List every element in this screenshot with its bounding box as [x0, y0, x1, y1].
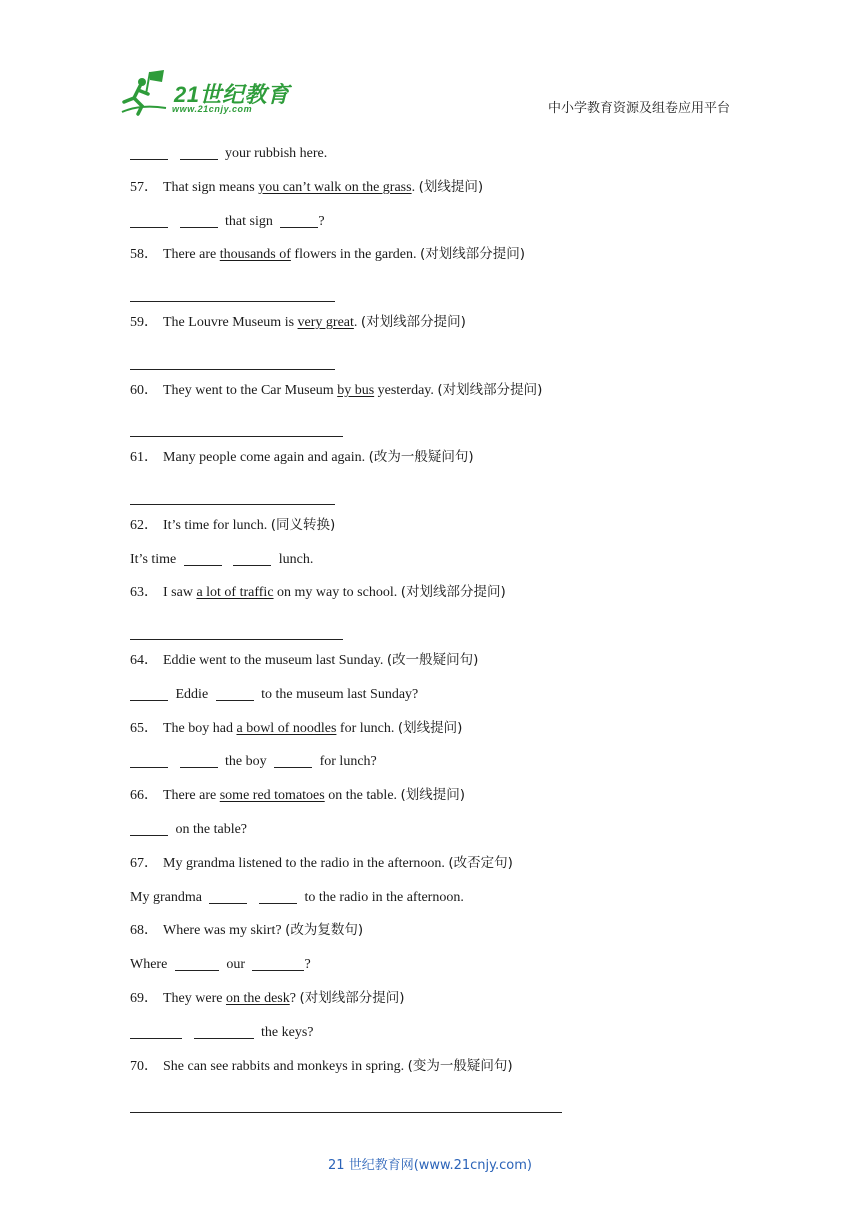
- underlined-phrase: thousands of: [219, 247, 291, 263]
- instruction-hint: (对划线部分提问): [400, 584, 506, 601]
- answer-line-58: [130, 272, 730, 306]
- answer-blank[interactable]: [184, 551, 222, 566]
- answer-line-67: [130, 881, 730, 915]
- answer-text: to the radio in the afternoon.: [304, 889, 464, 905]
- answer-text: Where: [130, 957, 168, 973]
- instruction-hint: (改为复数句): [285, 922, 364, 939]
- question-text: on the table.: [324, 788, 401, 804]
- question-text: Eddie went to the museum last Sunday.: [163, 652, 387, 668]
- answer-text: our: [226, 957, 245, 973]
- answer-blank[interactable]: [209, 889, 247, 904]
- question-text: It’s time for lunch.: [163, 517, 271, 533]
- answer-line-57: [130, 205, 730, 239]
- question-number: 60．: [130, 382, 158, 398]
- underlined-phrase: by bus: [337, 382, 375, 398]
- answer-blank[interactable]: [216, 686, 254, 701]
- question-59: [130, 306, 730, 340]
- instruction-hint: (对划线部分提问): [299, 989, 405, 1006]
- question-text: I saw: [163, 585, 197, 601]
- answer-blank[interactable]: [130, 686, 168, 701]
- question-number: 69．: [130, 990, 158, 1006]
- question-text: .: [353, 314, 361, 330]
- answer-text: It’s time: [130, 551, 177, 567]
- answer-rule[interactable]: [130, 639, 343, 640]
- answer-line-65: [130, 745, 730, 779]
- answer-line-66: [130, 813, 730, 847]
- answer-text: your rubbish here.: [225, 146, 328, 161]
- runner-flag-logo-icon: [120, 68, 176, 116]
- answer-rule[interactable]: [130, 504, 335, 505]
- question-70: [130, 1050, 730, 1084]
- answer-line-59: [130, 340, 730, 374]
- answer-rule[interactable]: [130, 301, 335, 302]
- question-67: [130, 847, 730, 881]
- question-57: [130, 171, 730, 205]
- answer-line-70: [130, 1083, 730, 1117]
- question-text: yesterday.: [374, 382, 438, 398]
- instruction-hint: (划线提问): [418, 178, 484, 195]
- question-text: She can see rabbits and monkeys in spring.: [163, 1058, 408, 1074]
- question-text: Many people come again and again.: [163, 450, 369, 466]
- answer-line-64: [130, 678, 730, 712]
- question-text: The Louvre Museum is: [163, 314, 298, 330]
- question-text: That sign means: [163, 179, 259, 195]
- answer-blank[interactable]: [252, 956, 304, 971]
- instruction-hint: (同义转换): [270, 516, 336, 533]
- answer-text: that sign: [225, 213, 273, 229]
- answer-blank[interactable]: [180, 213, 218, 228]
- answer-line-62: [130, 543, 730, 577]
- question-text: They went to the Car Museum: [163, 382, 338, 398]
- question-number: 62．: [130, 517, 158, 533]
- question-number: 58．: [130, 247, 158, 263]
- logo-title: 21世纪教育: [174, 82, 290, 107]
- question-text: flowers in the garden.: [290, 247, 420, 263]
- answer-blank[interactable]: [130, 753, 168, 768]
- answer-text: ?: [304, 957, 311, 973]
- answer-blank[interactable]: [130, 145, 168, 160]
- answer-blank[interactable]: [175, 956, 219, 971]
- question-61: [130, 441, 730, 475]
- question-text: My grandma listened to the radio in the afternoon.: [163, 855, 449, 871]
- answer-blank[interactable]: [259, 889, 297, 904]
- answer-text: ?: [318, 213, 325, 229]
- platform-title: 中小学教育资源及组卷应用平台: [547, 101, 730, 116]
- answer-text: on the table?: [175, 821, 248, 837]
- underlined-phrase: you can’t walk on the grass: [258, 179, 412, 195]
- question-text: ?: [289, 990, 300, 1006]
- answer-blank[interactable]: [274, 753, 312, 768]
- instruction-hint: (变为一般疑问句): [407, 1057, 513, 1074]
- question-text: on my way to school.: [273, 585, 401, 601]
- question-text: Where was my skirt?: [163, 923, 286, 939]
- question-69: [130, 982, 730, 1016]
- answer-text: lunch.: [278, 551, 314, 567]
- answer-blank[interactable]: [233, 551, 271, 566]
- question-text: The boy had: [163, 720, 237, 736]
- answer-line-56: [130, 137, 730, 171]
- instruction-hint: (对划线部分提问): [437, 381, 543, 398]
- question-text: There are: [163, 247, 220, 263]
- answer-rule[interactable]: [130, 369, 335, 370]
- answer-line-69: [130, 1016, 730, 1050]
- answer-text: Eddie: [175, 686, 209, 702]
- answer-text: for lunch?: [319, 754, 377, 770]
- question-number: 66．: [130, 788, 158, 804]
- answer-text: My grandma: [130, 889, 202, 905]
- answer-blank[interactable]: [194, 1024, 254, 1039]
- question-58: [130, 238, 730, 272]
- instruction-hint: (改否定句): [448, 854, 513, 871]
- answer-line-63: [130, 610, 730, 644]
- answer-blank[interactable]: [130, 1024, 182, 1039]
- question-number: 63．: [130, 585, 158, 601]
- question-number: 65．: [130, 720, 158, 736]
- answer-line-68: [130, 948, 730, 982]
- question-number: 67．: [130, 855, 158, 871]
- underlined-phrase: a bowl of noodles: [236, 720, 337, 736]
- logo-url: www.21cnjy.com: [172, 104, 253, 114]
- answer-blank[interactable]: [280, 213, 318, 228]
- instruction-hint: (划线提问): [400, 787, 466, 804]
- answer-line-61: [130, 475, 730, 509]
- underlined-phrase: a lot of traffic: [196, 585, 274, 601]
- question-66: [130, 779, 730, 813]
- question-number: 68．: [130, 923, 158, 939]
- instruction-hint: (对划线部分提问): [419, 246, 526, 263]
- question-68: [130, 914, 730, 948]
- logo: [120, 68, 300, 120]
- question-number: 64．: [130, 652, 158, 668]
- question-63: [130, 576, 730, 610]
- answer-blank[interactable]: [180, 145, 218, 160]
- question-list: [130, 137, 730, 1117]
- underlined-phrase: on the desk: [225, 990, 290, 1006]
- answer-rule[interactable]: [130, 436, 343, 437]
- answer-line-60: [130, 407, 730, 441]
- instruction-hint: (对划线部分提问): [360, 313, 466, 330]
- question-text: They were: [163, 990, 226, 1006]
- question-number: 57．: [130, 179, 158, 195]
- question-number: 61．: [130, 450, 158, 466]
- question-62: [130, 509, 730, 543]
- instruction-hint: (改为一般疑问句): [368, 449, 474, 466]
- answer-text: the keys?: [261, 1024, 314, 1040]
- question-65: [130, 712, 730, 746]
- page-header: [0, 0, 860, 130]
- answer-blank[interactable]: [130, 213, 168, 228]
- question-number: 70．: [130, 1058, 158, 1074]
- answer-blank[interactable]: [130, 821, 168, 836]
- question-text: for lunch.: [336, 720, 398, 736]
- page-footer[interactable]: 21 世纪教育网(www.21cnjy.com): [328, 1158, 532, 1173]
- question-text: There are: [163, 788, 220, 804]
- question-60: [130, 374, 730, 408]
- question-text: .: [411, 179, 419, 195]
- underlined-phrase: some red tomatoes: [219, 788, 325, 804]
- answer-blank[interactable]: [180, 753, 218, 768]
- underlined-phrase: very great: [297, 314, 354, 330]
- question-number: 59．: [130, 314, 158, 330]
- answer-text: the boy: [225, 754, 267, 770]
- answer-rule[interactable]: [130, 1112, 562, 1113]
- instruction-hint: (划线提问): [397, 719, 463, 736]
- instruction-hint: (改一般疑问句): [386, 651, 479, 668]
- answer-text: to the museum last Sunday?: [261, 686, 419, 702]
- question-64: [130, 644, 730, 678]
